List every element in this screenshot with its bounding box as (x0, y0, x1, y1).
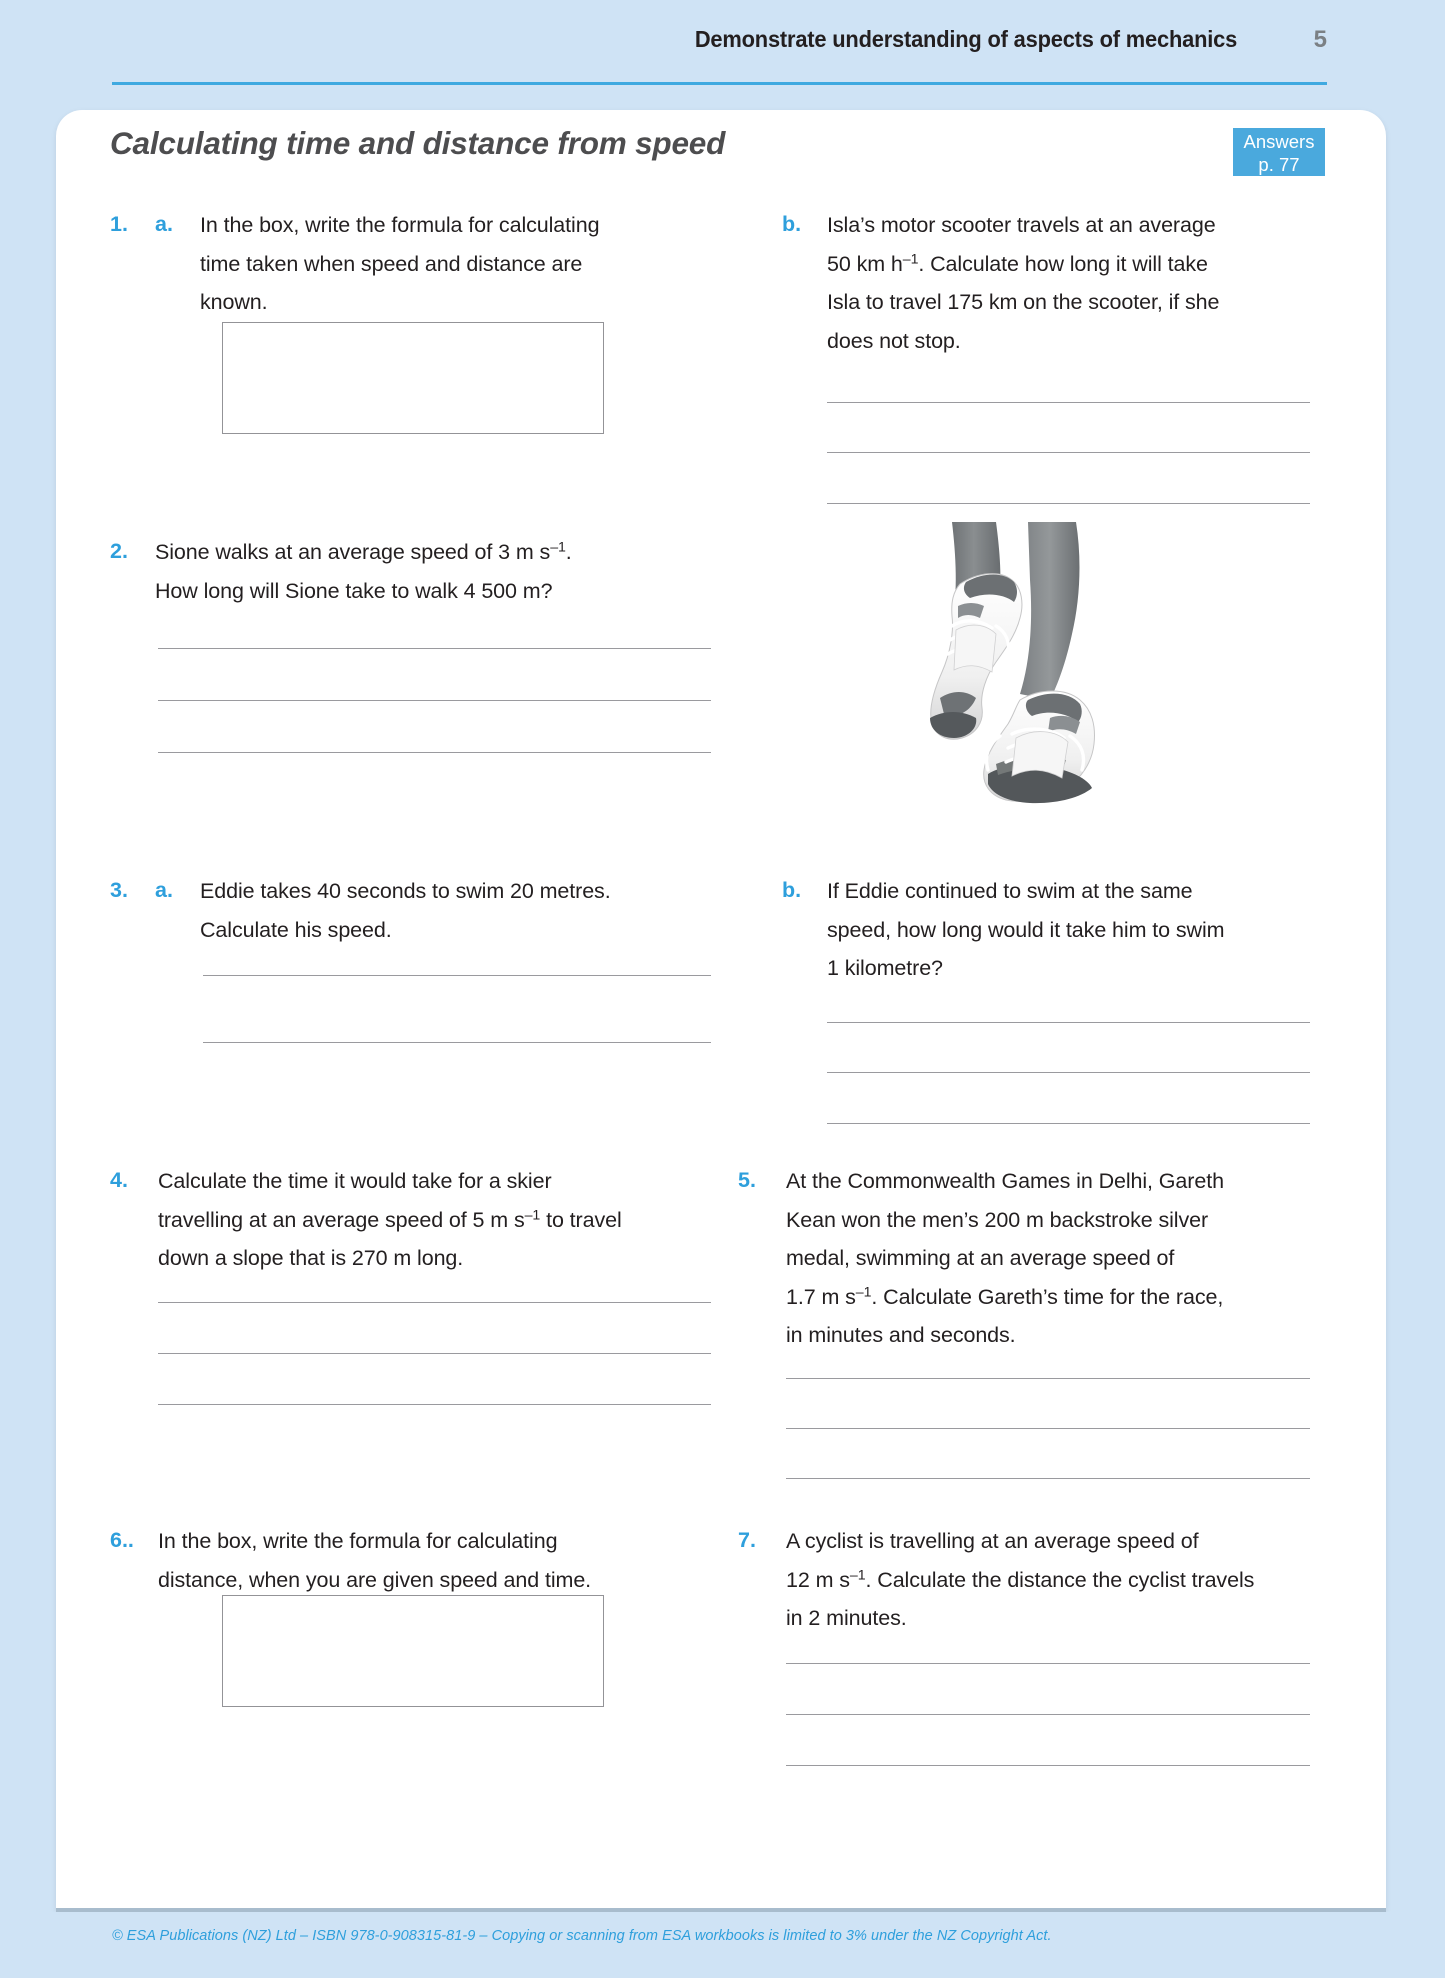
answer-line[interactable] (786, 1428, 1310, 1429)
copyright-text: © ESA Publications (NZ) Ltd – ISBN 978-0-908315-81-9 – Copying or scanning from ESA workbooks is limited to 3% under the NZ Copyright Act. (112, 1928, 1052, 1944)
question-2-number: 2. (110, 539, 128, 563)
footer-band (0, 1912, 1445, 1978)
answer-line[interactable] (786, 1765, 1310, 1766)
answers-reference-badge (1233, 128, 1325, 176)
question-1b-line-3: Isla to travel 175 km on the scooter, if she (827, 290, 1220, 314)
answer-line[interactable] (827, 1123, 1310, 1124)
question-4-line2-rest: to travel (540, 1207, 622, 1232)
question-6-line-1: In the box, write the formula for calculating (158, 1529, 558, 1553)
question-6-formula-box[interactable] (222, 1595, 604, 1707)
question-4-exponent: –1 (524, 1207, 541, 1224)
answer-line[interactable] (158, 752, 711, 753)
running-header (112, 26, 1327, 78)
question-2-value: Sione walks at an average speed of 3 m s (155, 540, 551, 564)
question-1b-exponent: –1 (902, 251, 919, 268)
question-1a-formula-box[interactable] (222, 322, 604, 434)
question-7-number: 7. (738, 1528, 756, 1552)
running-header-title: Demonstrate understanding of aspects of mechanics (694, 26, 1237, 52)
question-2-exponent: –1 (550, 539, 566, 556)
answer-line[interactable] (158, 1404, 711, 1405)
question-7-line-1: A cyclist is travelling at an average speed of (786, 1529, 1199, 1553)
question-3a-line-2: Calculate his speed. (200, 917, 392, 942)
question-6-number: 6.. (110, 1528, 134, 1552)
answer-line[interactable] (158, 648, 711, 649)
question-3a-letter: a. (155, 878, 173, 902)
question-7-line2-rest: . Calculate the distance the cyclist travels (865, 1567, 1255, 1592)
question-1a-line-3: known. (200, 290, 268, 314)
question-7-line-2 (786, 1561, 1326, 1600)
question-5-line-3: medal, swimming at an average speed of (786, 1246, 1175, 1270)
answers-badge-label: Answers (1243, 131, 1315, 152)
header-divider (112, 82, 1327, 85)
answer-line[interactable] (827, 1022, 1310, 1023)
question-1b-value: 50 km h (827, 251, 903, 276)
question-4-value: travelling at an average speed of 5 m s (158, 1207, 525, 1232)
question-1-number: 1. (110, 212, 128, 236)
answer-line[interactable] (827, 503, 1310, 504)
answer-line[interactable] (827, 452, 1310, 453)
question-1b-line2-rest: . Calculate how long it will take (918, 251, 1208, 276)
question-7-text (786, 1522, 1326, 1638)
question-2-line-1 (155, 533, 655, 572)
question-5-line-1: At the Commonwealth Games in Delhi, Gareth (786, 1169, 1224, 1193)
question-2-line1-rest: . (565, 540, 572, 564)
question-1a-line-2: time taken when speed and distance are (200, 251, 583, 276)
question-5-line4-rest: . Calculate Gareth’s time for the race, (871, 1284, 1224, 1309)
running-shoes-photo (900, 522, 1132, 834)
question-1a-text (200, 206, 660, 322)
question-1a-line-1: In the box, write the formula for calculating (200, 213, 600, 237)
answer-line[interactable] (203, 1042, 711, 1043)
question-6-text (158, 1522, 678, 1599)
answer-line[interactable] (203, 975, 711, 976)
question-5-line-2: Kean won the men’s 200 m backstroke silver (786, 1207, 1209, 1232)
answers-badge-page: p. 77 (1258, 154, 1300, 175)
answer-line[interactable] (158, 1353, 711, 1354)
question-6-line-2: distance, when you are given speed and time. (158, 1567, 592, 1592)
question-1b-text (827, 206, 1297, 360)
question-1b-line-1: Isla’s motor scooter travels at an average (827, 213, 1216, 237)
question-5-line-4 (786, 1278, 1306, 1317)
question-3a-line-1: Eddie takes 40 seconds to swim 20 metres. (200, 879, 611, 903)
running-shoes-illustration (900, 522, 1132, 834)
answer-line[interactable] (827, 402, 1310, 403)
question-4-text (158, 1162, 718, 1278)
question-5-text (786, 1162, 1306, 1355)
question-4-line-2 (158, 1201, 718, 1240)
question-1b-line-4: does not stop. (827, 328, 961, 353)
question-2-line-2: How long will Sione take to walk 4 500 m? (155, 578, 553, 603)
question-5-exponent: –1 (855, 1284, 872, 1301)
question-1b-letter: b. (782, 212, 802, 236)
question-7-line-3: in 2 minutes. (786, 1606, 907, 1630)
question-5-value: 1.7 m s (786, 1284, 856, 1309)
question-3b-line-1: If Eddie continued to swim at the same (827, 879, 1193, 903)
question-3-number: 3. (110, 878, 128, 902)
question-1b-line-2 (827, 245, 1297, 284)
question-5-line-5: in minutes and seconds. (786, 1323, 1016, 1347)
answer-line[interactable] (786, 1478, 1310, 1479)
question-5-number: 5. (738, 1168, 756, 1192)
answer-line[interactable] (786, 1378, 1310, 1379)
question-4-number: 4. (110, 1168, 128, 1192)
answer-line[interactable] (827, 1072, 1310, 1073)
question-1a-letter: a. (155, 212, 173, 236)
answer-line[interactable] (786, 1714, 1310, 1715)
question-4-line-3: down a slope that is 270 m long. (158, 1246, 464, 1270)
answer-line[interactable] (158, 700, 711, 701)
page-number: 5 (1313, 26, 1327, 53)
question-3b-line-2: speed, how long would it take him to swim (827, 917, 1225, 942)
answer-line[interactable] (786, 1663, 1310, 1664)
question-3a-text (200, 872, 670, 949)
question-3b-line-3: 1 kilometre? (827, 956, 943, 980)
answer-line[interactable] (158, 1302, 711, 1303)
question-4-line-1: Calculate the time it would take for a skier (158, 1169, 552, 1193)
question-3b-text (827, 872, 1322, 988)
question-7-exponent: –1 (849, 1567, 866, 1584)
question-7-value: 12 m s (786, 1567, 850, 1592)
page-title: Calculating time and distance from speed (110, 125, 726, 161)
question-2-text (155, 533, 655, 610)
question-3b-letter: b. (782, 878, 802, 902)
